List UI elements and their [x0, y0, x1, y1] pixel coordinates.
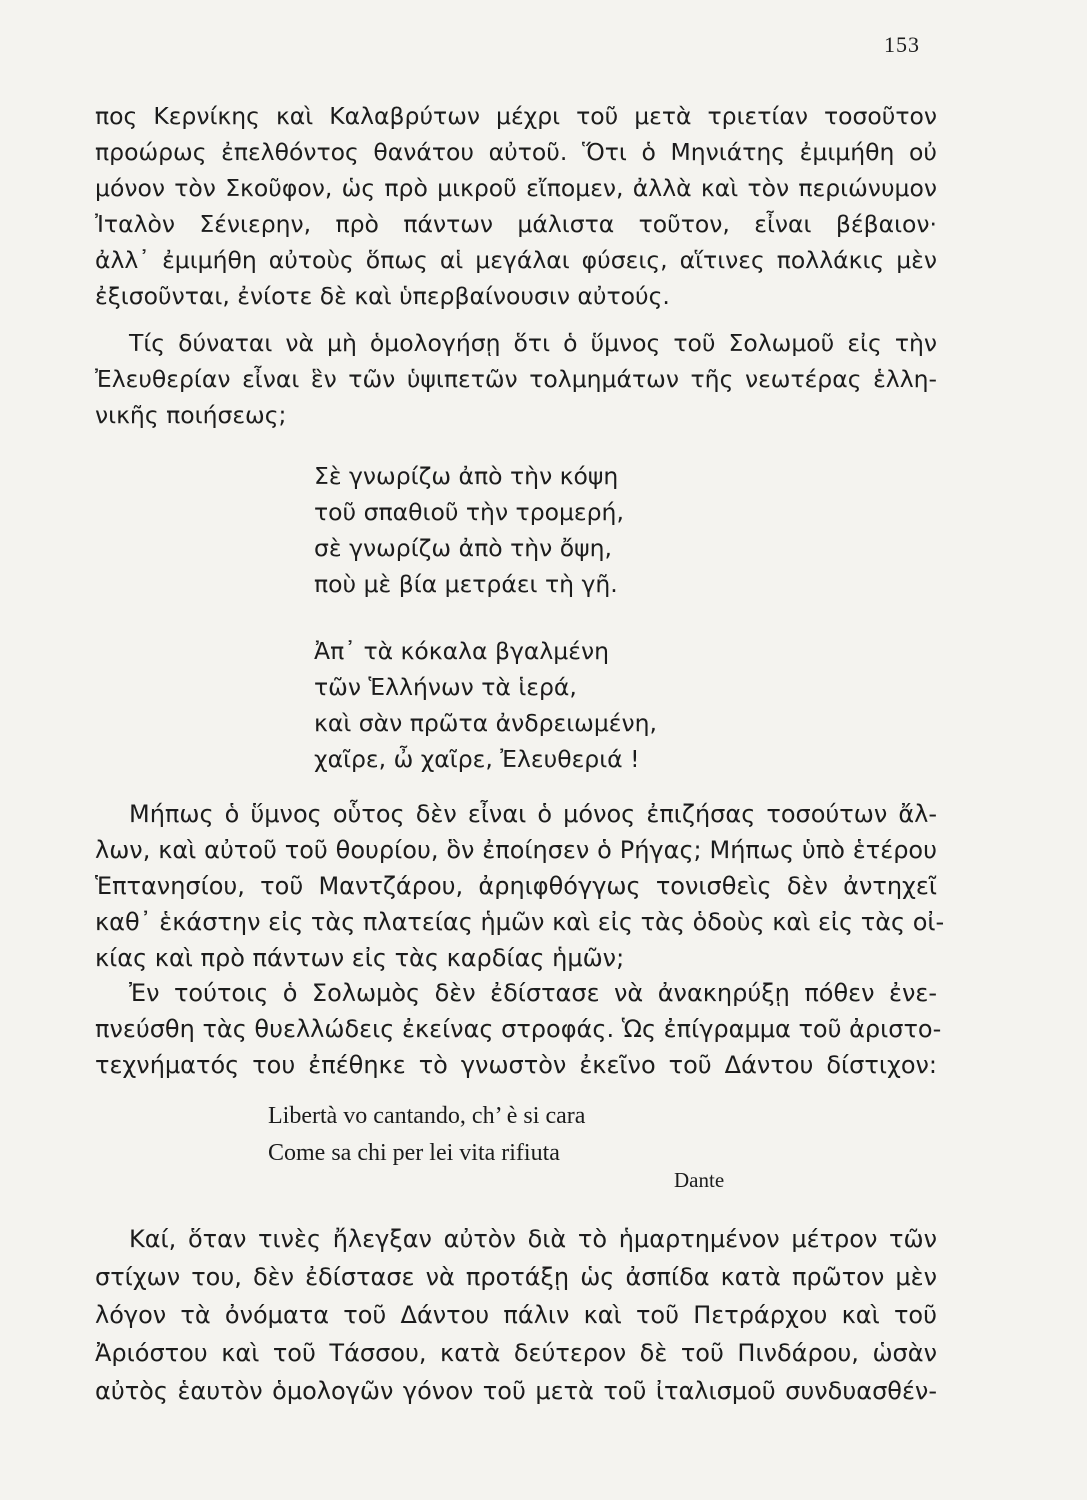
- text-line: Μήπως ὁ ὕμνος οὗτος δὲν εἶναι ὁ μόνος ἐπιζήσας τοσούτων ἄλ-: [129, 800, 937, 828]
- text-line: Ἀριόστου καὶ τοῦ Τάσσου, κατὰ δεύτερον δὲ τοῦ Πινδάρου, ὡσὰν: [95, 1339, 937, 1367]
- verse-line: ποὺ μὲ βία μετράει τὴ γῆ.: [314, 570, 618, 598]
- text-line: πος Κερνίκης καὶ Καλαβρύτων μέχρι τοῦ μετὰ τριετίαν τοσοῦτον: [95, 102, 937, 130]
- verse-line: Ἀπ᾽ τὰ κόκαλα βγαλμένη: [314, 637, 609, 665]
- text-line: λόγον τὰ ὀνόματα τοῦ Δάντου πάλιν καὶ τοῦ Πετράρχου καὶ τοῦ: [95, 1301, 937, 1329]
- text-line: στίχων του, δὲν ἐδίστασε νὰ προτάξῃ ὡς ἀσπίδα κατὰ πρῶτον μὲν: [95, 1263, 937, 1291]
- paragraph-4: [95, 975, 942, 1083]
- verse-line: σὲ γνωρίζω ἀπὸ τὴν ὄψη,: [314, 534, 612, 562]
- verse-line: Σὲ γνωρίζω ἀπὸ τὴν κόψη: [314, 462, 619, 490]
- epigraph-line: Come sa chi per lei vita rifiuta: [268, 1140, 560, 1166]
- text-line: ἐξισοῦνται, ἐνίοτε δὲ καὶ ὑπερβαίνουσιν αὐτούς.: [95, 282, 670, 310]
- verse-line: καὶ σὰν πρῶτα ἀνδρειωμένη,: [314, 709, 657, 737]
- verse-line: τῶν Ἑλλήνων τὰ ἱερά,: [314, 673, 577, 701]
- paragraph-1: [95, 98, 937, 314]
- text-line: τεχνήματός του ἐπέθηκε τὸ γνωστὸν ἐκεῖνο τοῦ Δάντου δίστιχον:: [95, 1051, 937, 1079]
- paragraph-3: [95, 796, 945, 976]
- poem-stanza-2: [314, 633, 657, 777]
- text-line: Ἐλευθερίαν εἶναι ἓν τῶν ὑψιπετῶν τολμημάτων τῆς νεωτέρας ἑλλη-: [95, 365, 937, 393]
- text-line: πνεύσθη τὰς θυελλώδεις ἐκείνας στροφάς. Ὡς ἐπίγραμμα τοῦ ἀριστο-: [95, 1015, 942, 1043]
- epigraph: [268, 1098, 585, 1172]
- verse-line: τοῦ σπαθιοῦ τὴν τρομερή,: [314, 498, 624, 526]
- paragraph-5: [95, 1220, 937, 1410]
- text-line: Ἐν τούτοις ὁ Σολωμὸς δὲν ἐδίστασε νὰ ἀνακηρύξῃ πόθεν ἐνε-: [129, 979, 937, 1007]
- text-line: αὐτὸς ἑαυτὸν ὁμολογῶν γόνον τοῦ μετὰ τοῦ ἰταλισμοῦ συνδυασθέν-: [95, 1377, 937, 1405]
- text-line: Τίς δύναται νὰ μὴ ὁμολογήσῃ ὅτι ὁ ὕμνος τοῦ Σολωμοῦ εἰς τὴν: [129, 329, 937, 357]
- text-line: καθ᾽ ἑκάστην εἰς τὰς πλατείας ἡμῶν καὶ εἰς τὰς ὁδοὺς καὶ εἰς τὰς οἰ-: [95, 908, 945, 936]
- text-line: Καί, ὅταν τινὲς ἤλεγξαν αὐτὸν διὰ τὸ ἡμαρτημένον μέτρον τῶν: [129, 1225, 937, 1253]
- text-line: μόνον τὸν Σκοῦφον, ὡς πρὸ μικροῦ εἴπομεν, ἀλλὰ καὶ τὸν περιώνυμον: [95, 174, 937, 202]
- text-line: Ἑπτανησίου, τοῦ Μαντζάρου, ἀρηιφθόγγως τονισθεὶς δὲν ἀντηχεῖ: [95, 872, 937, 900]
- epigraph-line: Libertà vo cantando, ch’ è si cara: [268, 1103, 586, 1129]
- text-line: ἀλλ᾽ ἐμιμήθη αὐτοὺς ὅπως αἱ μεγάλαι φύσεις, αἵτινες πολλάκις μὲν: [95, 246, 937, 274]
- text-line: λων, καὶ αὐτοῦ τοῦ θουρίου, ὃν ἐποίησεν ὁ Ρήγας; Μήπως ὑπὸ ἑτέρου: [95, 836, 937, 864]
- paragraph-2: [95, 325, 937, 433]
- epigraph-author: Dante: [674, 1168, 725, 1192]
- poem-stanza-1: [314, 458, 624, 602]
- text-line: προώρως ἐπελθόντος θανάτου αὐτοῦ. Ὅτι ὁ Μηνιάτης ἐμιμήθη οὐ: [95, 138, 937, 166]
- text-line: κίας καὶ πρὸ πάντων εἰς τὰς καρδίας ἡμῶν;: [95, 944, 625, 972]
- verse-line: χαῖρε, ὦ χαῖρε, Ἐλευθεριά !: [314, 745, 640, 773]
- text-line: νικῆς ποιήσεως;: [95, 401, 287, 429]
- text-line: Ἰταλὸν Σένιερην, πρὸ πάντων μάλιστα τοῦτον, εἶναι βέβαιον·: [95, 210, 937, 238]
- page-number: 153: [884, 32, 920, 57]
